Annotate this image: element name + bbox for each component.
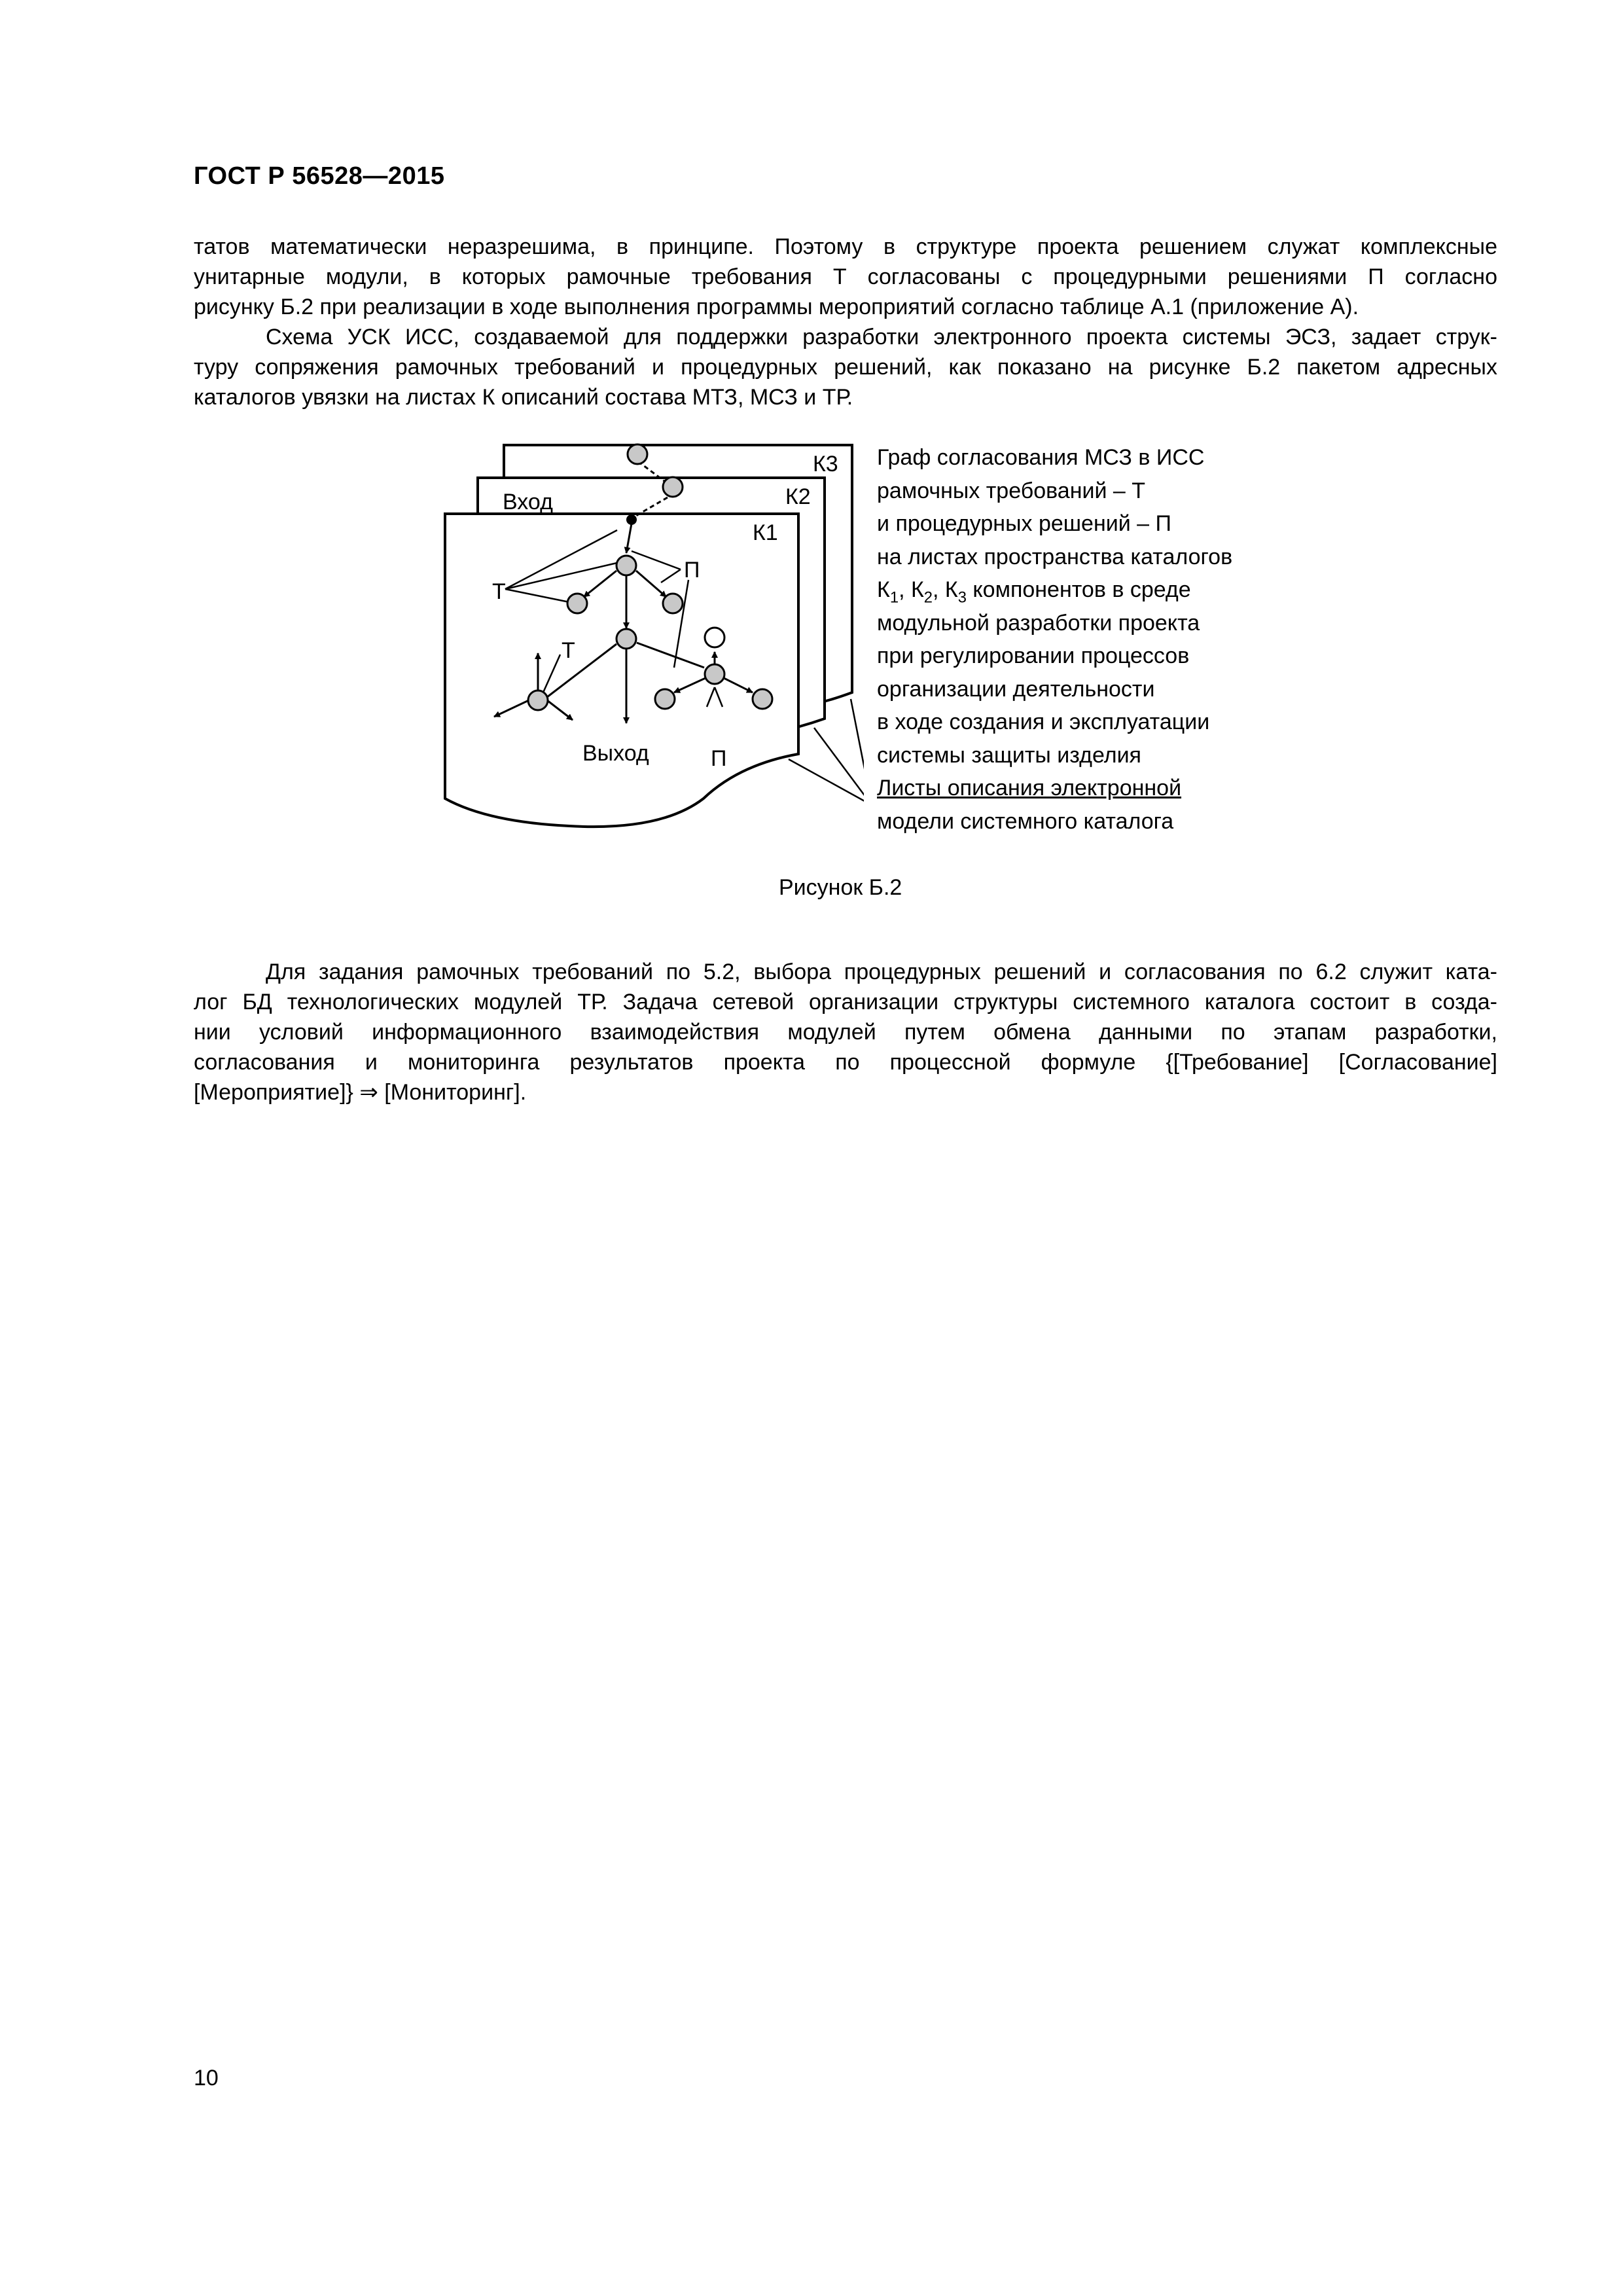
text-line: татов математически неразрешима, в принципе. Поэтому в структуре проекта решением служат комплексные <box>194 234 1497 259</box>
text-line: нии условий информационного взаимодействия модулей путем обмена данными по этапам разработки, <box>194 1020 1497 1045</box>
caption-line: рамочных требований – Т <box>877 478 1146 503</box>
text-line: унитарные модули, в которых рамочные требования Т согласованы с процедурными решениями П согласно <box>194 264 1497 289</box>
sheet-diagram <box>432 432 864 851</box>
input-node <box>626 514 637 525</box>
node-right-left <box>655 689 675 709</box>
node-k3 <box>628 444 647 464</box>
caption-line: модели системного каталога <box>877 808 1174 834</box>
text-line: Для задания рамочных требований по 5.2, выбора процедурных решений и согласования по 6.2 служит ката- <box>266 960 1497 984</box>
node-center-2 <box>616 629 636 649</box>
node-k2 <box>663 477 683 497</box>
page-number: 10 <box>194 2066 219 2090</box>
text-line: Схема УСК ИСС, создаваемой для поддержки разработки электронного проекта системы ЭСЗ, задает струк- <box>266 325 1497 350</box>
label-t-1: Т <box>492 579 506 604</box>
caption-line: на листах пространства каталогов <box>877 544 1233 569</box>
paragraph-2 <box>194 322 1497 412</box>
pointer-sheet-k1 <box>789 759 864 805</box>
caption-line: и процедурных решений – П <box>877 511 1171 536</box>
pointer-sheet-k2 <box>814 728 864 805</box>
node-right-2 <box>705 664 724 684</box>
label-t-2: Т <box>562 638 575 663</box>
caption-line: при регулировании процессов <box>877 643 1190 668</box>
node-left-2 <box>528 691 548 710</box>
caption-line: в ходе создания и эксплуатации <box>877 709 1210 734</box>
figure-b2 <box>432 432 1296 851</box>
figure-caption <box>877 441 1232 838</box>
node-center-1 <box>616 556 636 575</box>
label-k3: К3 <box>813 452 838 476</box>
node-right-1 <box>663 594 683 613</box>
paragraph-1 <box>194 232 1497 322</box>
label-k1: К1 <box>753 520 778 545</box>
label-p-1: П <box>684 558 700 583</box>
label-vyhod: Выход <box>582 741 649 766</box>
figure-title: Рисунок Б.2 <box>779 875 902 900</box>
caption-line: организации деятельности <box>877 676 1155 702</box>
caption-line: $К_1$, $К_2$, $К_3$ компонентов в среде <box>877 577 1191 607</box>
node-left-1 <box>567 594 587 613</box>
caption-line: Граф согласования МСЗ в ИСС <box>877 445 1205 470</box>
label-vhod: Вход <box>503 490 553 514</box>
node-right-right <box>753 689 772 709</box>
text-line: рисунку Б.2 при реализации в ходе выполнения программы мероприятий согласно таблице А.1 (приложение А). <box>194 295 1359 319</box>
pointer-sheet-k3 <box>851 699 864 805</box>
document-header: ГОСТ Р 56528—2015 <box>194 162 445 190</box>
text-line: туру сопряжения рамочных требований и процедурных решений, как показано на рисунке Б.2 пакетом адресных <box>194 355 1497 380</box>
text-line: согласования и мониторинга результатов проекта по процессной формуле {[Требование] [Согласование] <box>194 1050 1497 1075</box>
caption-line: модульной разработки проекта <box>877 610 1200 636</box>
caption-line: Листы описания электронной <box>877 776 1182 800</box>
node-right-top <box>705 628 724 647</box>
paragraph-3 <box>194 957 1497 1107</box>
text-line: каталогов увязки на листах К описаний состава МТЗ, МСЗ и ТР. <box>194 385 853 410</box>
label-k2: К2 <box>785 484 811 509</box>
text-line: [Мероприятие]} ⇒ [Мониторинг]. <box>194 1080 527 1105</box>
caption-line: системы защиты изделия <box>877 742 1141 768</box>
text-line: лог БД технологических модулей ТР. Задача сетевой организации структуры системного каталога состоит в созда- <box>194 990 1497 1014</box>
label-p-2: П <box>711 746 727 771</box>
